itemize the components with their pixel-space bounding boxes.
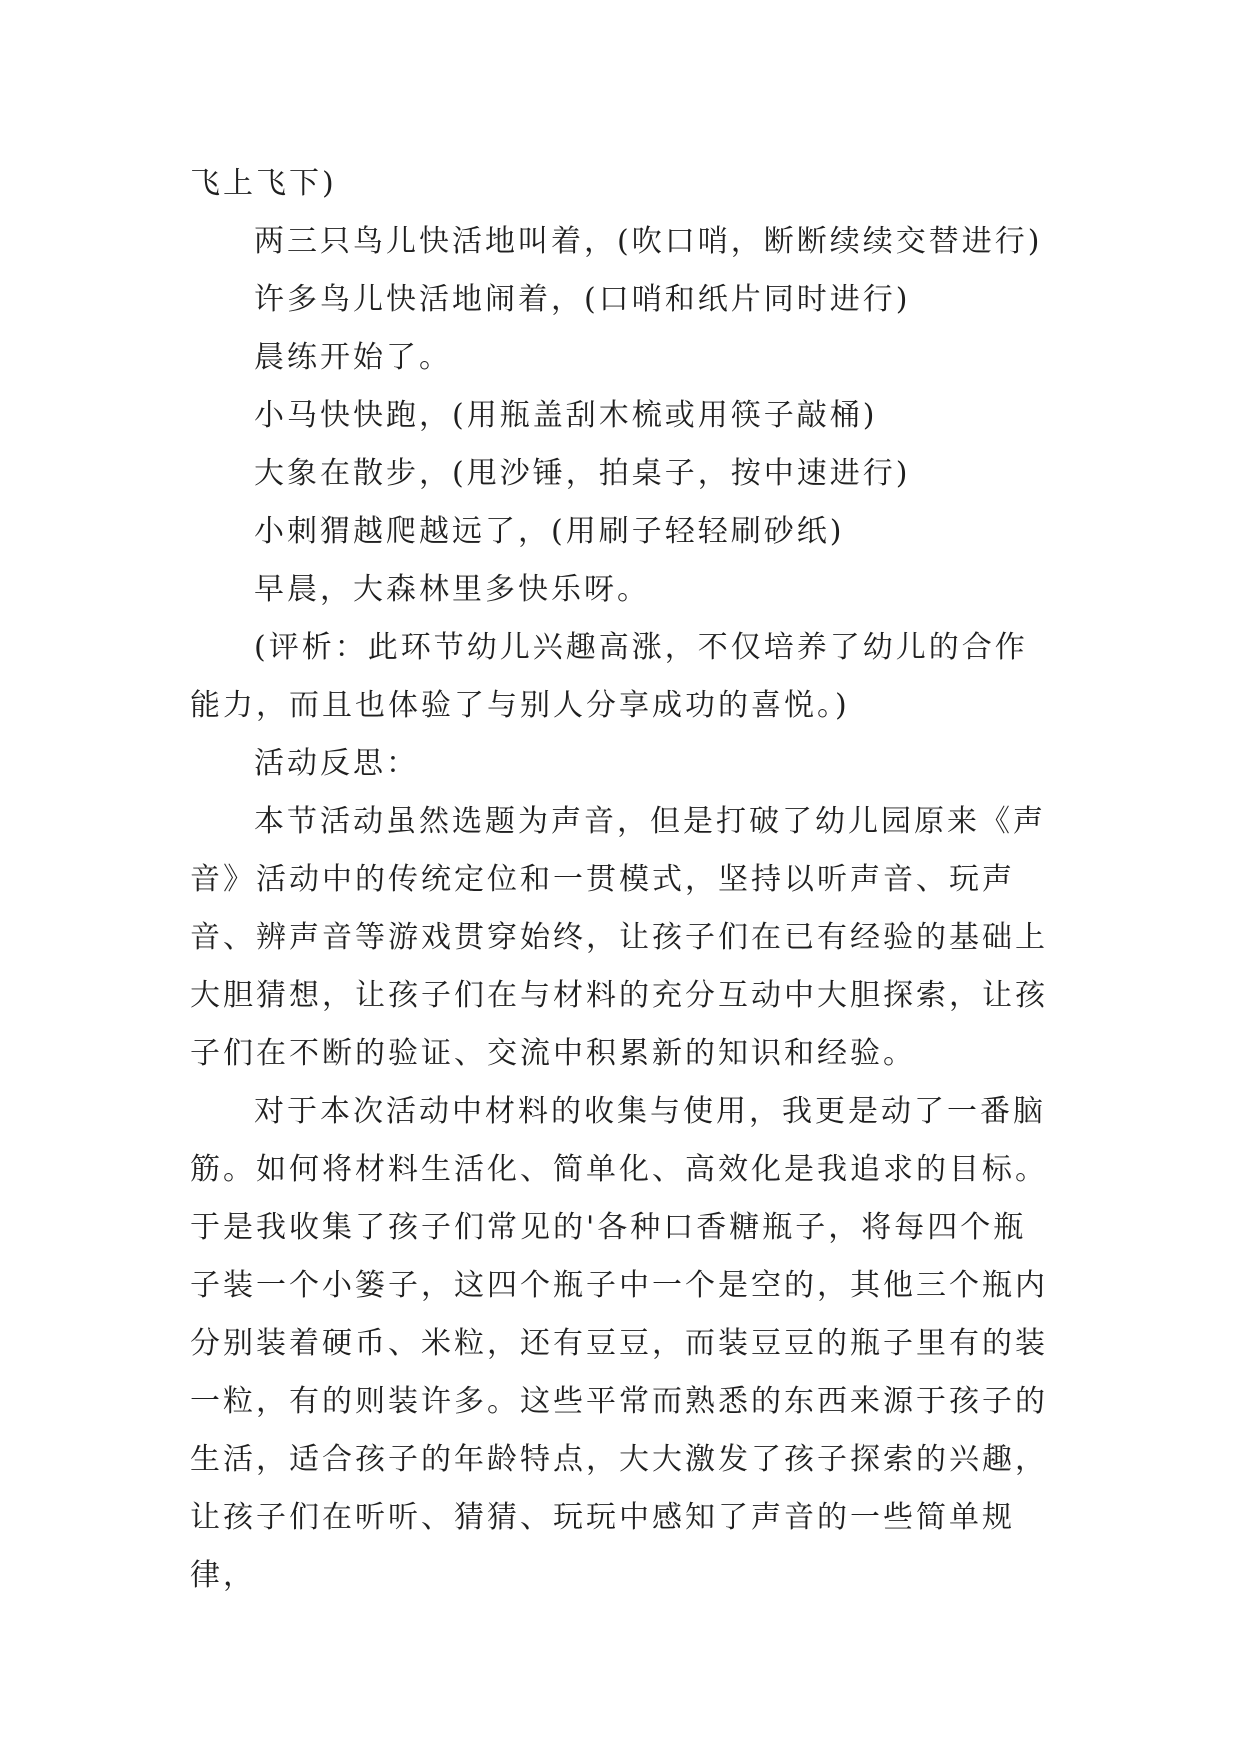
paragraph-happy-forest: 早晨，大森林里多快乐呀。 — [254, 572, 650, 607]
section-heading-reflection: 活动反思： — [254, 746, 419, 781]
paragraph-continuation: 飞上飞下) — [190, 166, 337, 201]
paragraph-reflection-2: 对于本次活动中材料的收集与使用，我更是动了一番脑筋。如何将材料生活化、简单化、高效化是我追求的目标。于是我收集了孩子们常见的'各种口香糖瓶子，将每四个瓶子装一个小篓子，这四个瓶子中一个是空的，其他三个瓶内分别装着硬币、米粒，还有豆豆，而装豆豆的瓶子里有的装一粒，有的则装许多。这些平常而熟悉的东西来源于孩子的生活，适合孩子的年龄特点，大大激发了孩子探索的兴趣，让孩子们在听听、猜猜、玩玩中感知了声音的一些简单规律， — [190, 1094, 1048, 1593]
paragraph-birds-noisy: 许多鸟儿快活地闹着，(口哨和纸片同时进行) — [254, 282, 911, 317]
paragraph-pony-run: 小马快快跑，(用瓶盖刮木梳或用筷子敲桶) — [254, 398, 878, 433]
document-body — [190, 155, 1050, 1605]
paragraph-hedgehog: 小刺猬越爬越远了，(用刷子轻轻刷砂纸) — [254, 514, 845, 549]
paragraph-reflection-1: 本节活动虽然选题为声音，但是打破了幼儿园原来《声音》活动中的传统定位和一贯模式，坚持以听声音、玩声音、辨声音等游戏贯穿始终，让孩子们在已有经验的基础上大胆猜想，让孩子们在与材料的充分互动中大胆探索，让孩子们在不断的验证、交流中积累新的知识和经验。 — [190, 804, 1048, 1071]
paragraph-morning-exercise: 晨练开始了。 — [254, 340, 452, 375]
paragraph-analysis-note: (评析：此环节幼儿兴趣高涨，不仅培养了幼儿的合作能力，而且也体验了与别人分享成功的喜悦。) — [190, 630, 1028, 723]
paragraph-elephant-walk: 大象在散步，(甩沙锤，拍桌子，按中速进行) — [254, 456, 911, 491]
paragraph-birds-calling: 两三只鸟儿快活地叫着，(吹口哨，断断续续交替进行) — [254, 224, 1043, 259]
